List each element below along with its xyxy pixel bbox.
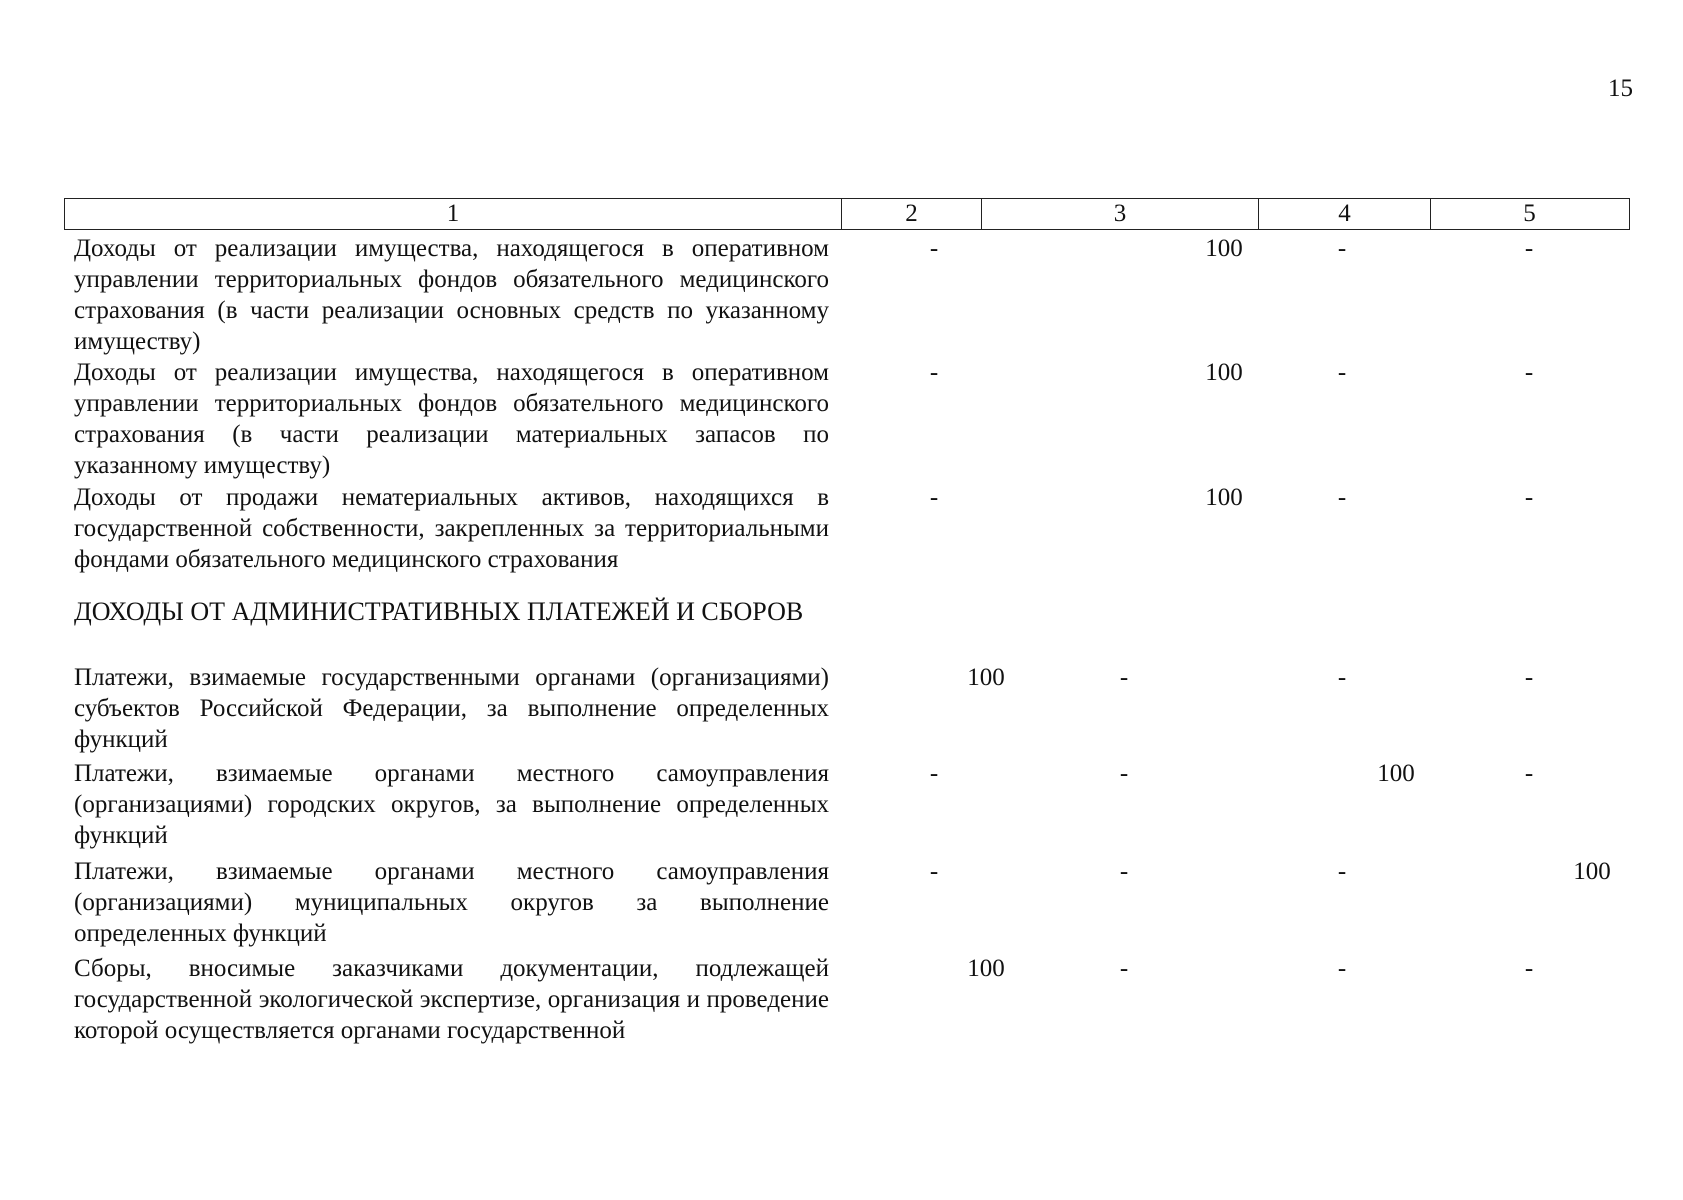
row-col-4: 100 <box>1377 760 1415 787</box>
table-row <box>74 856 1640 949</box>
section-heading <box>74 597 1640 659</box>
row-text: Доходы от реализации имущества, находящегося в оперативном управлении территориальных фондов обязательного медицинского страхования (в части реализации материальных запасов по указанному имуществу) <box>74 359 829 479</box>
row-col-3: - <box>1119 664 1129 691</box>
row-col-4: - <box>1337 858 1347 885</box>
row-col-4: - <box>1337 359 1347 386</box>
row-col-3: - <box>1119 858 1129 885</box>
row-col-2: - <box>929 858 939 885</box>
row-col-3: - <box>1119 760 1129 787</box>
table-row <box>74 662 1640 755</box>
header-col-5: 5 <box>1523 200 1536 227</box>
row-col-3: 100 <box>1205 235 1243 262</box>
row-col-2: - <box>929 235 939 262</box>
row-col-3: 100 <box>1205 359 1243 386</box>
table-header <box>64 198 1630 230</box>
row-col-5: - <box>1524 484 1534 511</box>
row-text: Платежи, взимаемые государственными органами (организациями) субъектов Российской Федерации, за выполнение определенных функций <box>74 664 829 753</box>
row-col-5: - <box>1524 760 1534 787</box>
row-text: Сборы, вносимые заказчиками документации, подлежащей государственной экологической экспертизе, организация и проведение которой осуществляется органами государственной <box>74 955 829 1044</box>
row-col-2: - <box>929 484 939 511</box>
row-text: Платежи, взимаемые органами местного самоуправления (организациями) городских округов, за выполнение определенных функций <box>74 760 829 849</box>
row-col-5: - <box>1524 359 1534 386</box>
row-col-2: 100 <box>967 955 1005 982</box>
table-row <box>74 233 1640 357</box>
header-col-2: 2 <box>842 199 982 229</box>
row-col-4: - <box>1337 484 1347 511</box>
row-col-5: - <box>1524 664 1534 691</box>
table-row <box>74 482 1640 575</box>
row-text: Доходы от продажи нематериальных активов, находящихся в государственной собственности, закрепленных за территориальными фондами обязательного медицинского страхования <box>74 484 829 573</box>
header-col-3: 3 <box>982 199 1259 229</box>
row-text: Платежи, взимаемые органами местного самоуправления (организациями) муниципальных округов за выполнение определенных функций <box>74 858 829 947</box>
row-text: Доходы от реализации имущества, находящегося в оперативном управлении территориальных фондов обязательного медицинского страхования (в части реализации основных средств по указанному имуществу) <box>74 235 829 355</box>
row-col-5: - <box>1524 955 1534 982</box>
row-col-5: 100 <box>1573 858 1611 885</box>
row-col-2: 100 <box>967 664 1005 691</box>
header-col-4: 4 <box>1259 199 1431 229</box>
row-col-3: 100 <box>1205 484 1243 511</box>
table-row <box>74 758 1640 851</box>
row-col-2: - <box>929 760 939 787</box>
row-col-4: - <box>1337 235 1347 262</box>
row-col-4: - <box>1337 664 1347 691</box>
table-row <box>74 357 1640 481</box>
row-col-5: - <box>1524 235 1534 262</box>
page-number: 15 <box>1608 75 1633 102</box>
table-row <box>74 953 1640 1046</box>
header-col-1: 1 <box>65 199 842 229</box>
section-heading-text: ДОХОДЫ ОТ АДМИНИСТРАТИВНЫХ ПЛАТЕЖЕЙ И СБОРОВ <box>74 597 804 626</box>
row-col-3: - <box>1119 955 1129 982</box>
row-col-4: - <box>1337 955 1347 982</box>
row-col-2: - <box>929 359 939 386</box>
